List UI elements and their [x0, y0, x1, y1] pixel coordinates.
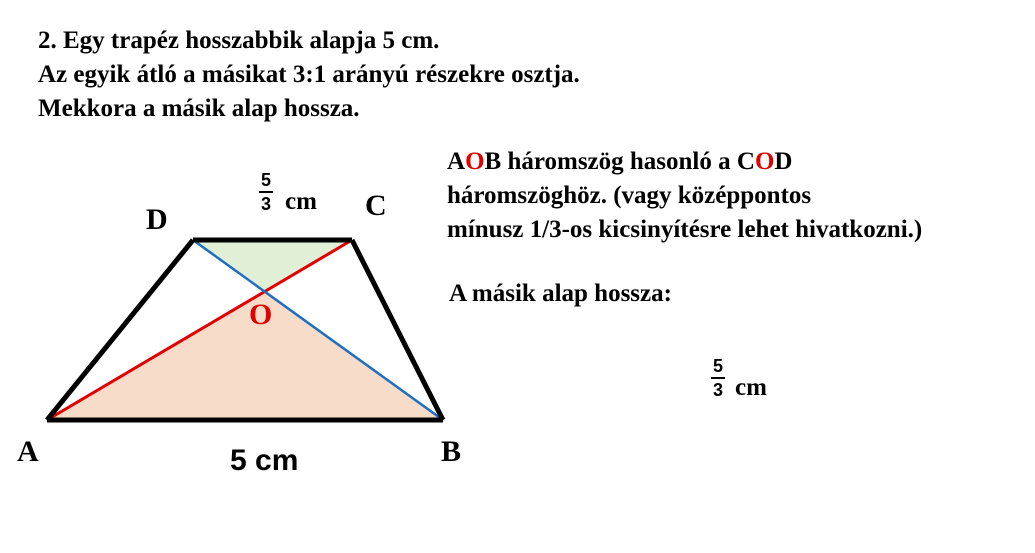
- vertex-c-label: C: [365, 189, 387, 222]
- fraction-bar: [711, 377, 725, 379]
- top-base-unit: cm: [285, 188, 317, 215]
- triangle-aob-fill: [47, 290, 443, 420]
- explanation-line-1: [447, 145, 922, 179]
- problem-line-1: 2. Egy trapéz hosszabbik alapja 5 cm.: [38, 27, 440, 54]
- answer-denominator: 3: [712, 380, 723, 400]
- answer-label: A másik alap hossza:: [449, 280, 672, 307]
- answer-unit: cm: [735, 374, 767, 401]
- expl-l1-p3: B háromszög hasonló a C: [484, 148, 755, 175]
- expl-l1-o2: O: [754, 148, 775, 175]
- bottom-base-label: 5 cm: [230, 444, 299, 477]
- answer-fraction: [711, 356, 725, 400]
- top-base-denominator: 3: [260, 194, 271, 214]
- top-base-fraction: [259, 170, 273, 214]
- explanation: [447, 145, 922, 247]
- explanation-line-3: mínusz 1/3-os kicsinyítésre lehet hivatkozni.): [447, 216, 923, 243]
- problem-line-2: Az egyik átló a másikat 3:1 arányú részekre osztja.: [38, 61, 580, 88]
- point-o-label: O: [249, 298, 273, 331]
- vertex-a-label: A: [17, 435, 39, 468]
- answer-numerator: 5: [712, 356, 723, 376]
- vertex-d-label: D: [146, 203, 168, 236]
- vertex-b-label: B: [441, 435, 462, 468]
- expl-l1-o1: O: [465, 148, 485, 175]
- top-base-numerator: 5: [260, 170, 271, 190]
- explanation-line-2: háromszöghöz. (vagy középpontos: [447, 182, 812, 209]
- expl-l1-p1: A: [447, 148, 466, 175]
- expl-l1-p5: D: [774, 148, 793, 175]
- problem-line-3: Mekkora a másik alap hossza.: [38, 95, 360, 122]
- triangle-cod-fill: [193, 240, 352, 290]
- fraction-bar: [259, 191, 273, 193]
